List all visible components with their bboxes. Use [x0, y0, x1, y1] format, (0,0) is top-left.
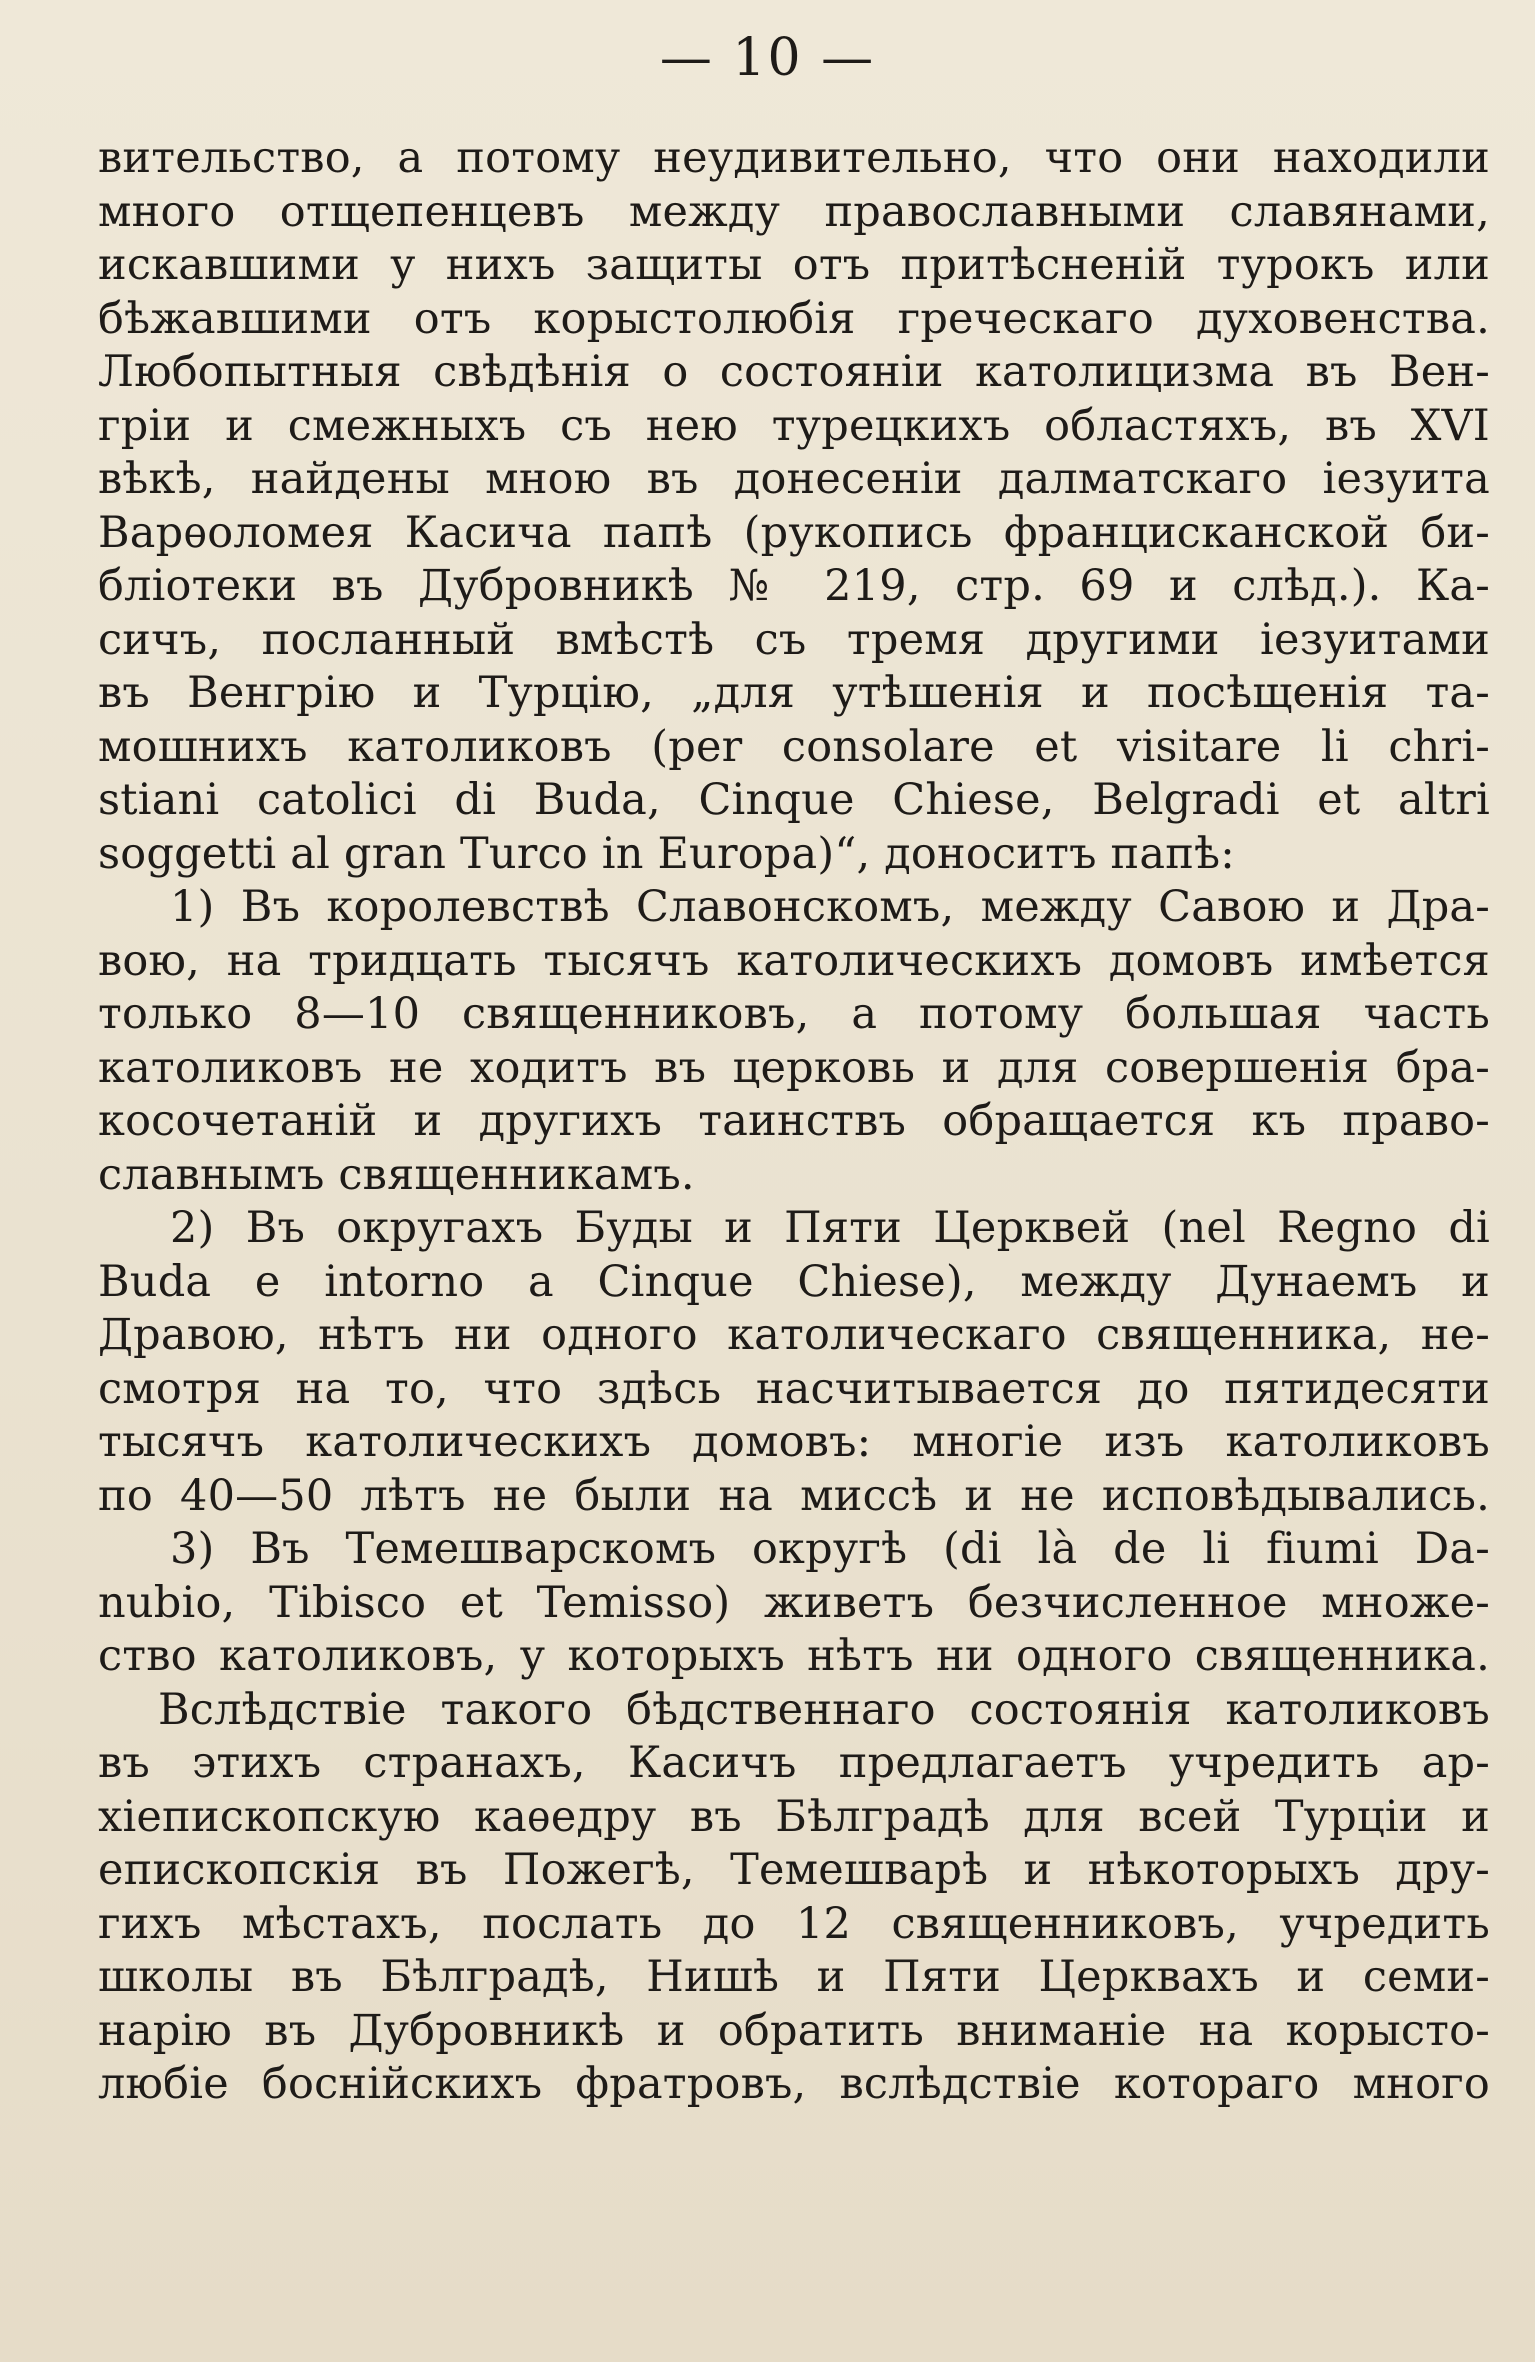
text-line: soggetti al gran Turco in Europa)“, доноситъ папѣ: [98, 828, 1235, 879]
text-line: славнымъ священникамъ. [98, 1149, 695, 1200]
text-line: Вслѣдствіе такого бѣдственнаго состоянія католиковъ [158, 1684, 1490, 1735]
text-line: нарію въ Дубровникѣ и обратить вниманіе на корысто- [98, 2005, 1490, 2056]
text-line: сичъ, посланный вмѣстѣ съ тремя другими іезуитами [98, 614, 1490, 665]
text-line: школы въ Бѣлградѣ, Нишѣ и Пяти Церквахъ и семи- [98, 1952, 1490, 2002]
text-line: искавшими у нихъ защиты отъ притѣсненій турокъ или [98, 240, 1490, 290]
text-line: любіе боснійскихъ фратровъ, вслѣдствіе котораго много [98, 2059, 1490, 2109]
text-line: 2) Въ округахъ Буды и Пяти Церквей (nel Regno di [170, 1203, 1490, 1253]
text-line: епископскія въ Пожегѣ, Темешварѣ и нѣкоторыхъ дру- [98, 1845, 1490, 1895]
text-line: въ Венгрію и Турцію, „для утѣшенія и посѣщенія та- [98, 668, 1490, 718]
text-line: Дравою, нѣтъ ни одного католическаго священника, не- [98, 1310, 1490, 1360]
text-line: косочетаній и другихъ таинствъ обращается къ право- [98, 1096, 1490, 1146]
page-number: — 10 — [659, 28, 876, 88]
text-line: nubio, Tibisco et Temisso) живетъ безчисленное множе- [98, 1577, 1490, 1628]
text-line: много отщепенцевъ между православными славянами, [98, 186, 1490, 237]
text-line: только 8—10 священниковъ, а потому большая часть [98, 989, 1490, 1039]
text-line: ство католиковъ, у которыхъ нѣтъ ни одного священника. [98, 1631, 1490, 1681]
page-body [98, 132, 1490, 2112]
text-line: Buda e intorno a Cinque Chiese), между Дунаемъ и [98, 1256, 1490, 1307]
text-line: бліотеки въ Дубровникѣ № 219, стр. 69 и слѣд.). Ка- [98, 561, 1490, 611]
text-line: тысячъ католическихъ домовъ: многіе изъ католиковъ [98, 1417, 1490, 1467]
text-line: смотря на то, что здѣсь насчитывается до пятидесяти [98, 1363, 1490, 1414]
text-line: гихъ мѣстахъ, послать до 12 священниковъ, учредить [98, 1898, 1490, 1949]
text-line: въ этихъ странахъ, Касичъ предлагаетъ учредить ар- [98, 1738, 1490, 1788]
text-line: мошнихъ католиковъ (per consolare et visitare li chri- [98, 721, 1490, 772]
text-line: 1) Въ королевствѣ Славонскомъ, между Савою и Дра- [170, 882, 1490, 932]
text-line: 3) Въ Темешварскомъ округѣ (di là de li fiumi Da- [170, 1524, 1490, 1574]
text-line: бѣжавшими отъ корыстолюбія греческаго духовенства. [98, 293, 1490, 344]
text-line: Любопытныя свѣдѣнія о состояніи католицизма въ Вен- [98, 347, 1490, 397]
text-line: stiani catolici di Buda, Cinque Chiese, Belgradi et altri [98, 775, 1490, 825]
text-line: гріи и смежныхъ съ нею турецкихъ областяхъ, въ XVI [98, 400, 1490, 451]
text-line: католиковъ не ходитъ въ церковь и для совершенія бра- [98, 1042, 1490, 1093]
text-line: Варѳоломея Касича папѣ (рукопись францисканской би- [98, 507, 1490, 558]
text-line: хіепископскую каѳедру въ Бѣлградѣ для всей Турціи и [98, 1791, 1490, 1842]
text-line: вительство, а потому неудивительно, что они находили [98, 133, 1490, 183]
text-line: вѣкѣ, найдены мною въ донесеніи далматскаго іезуита [98, 454, 1490, 504]
text-line: вою, на тридцать тысячъ католическихъ домовъ имѣется [98, 935, 1490, 986]
text-line: по 40—50 лѣтъ не были на миссѣ и не исповѣдывались. [98, 1470, 1490, 1521]
